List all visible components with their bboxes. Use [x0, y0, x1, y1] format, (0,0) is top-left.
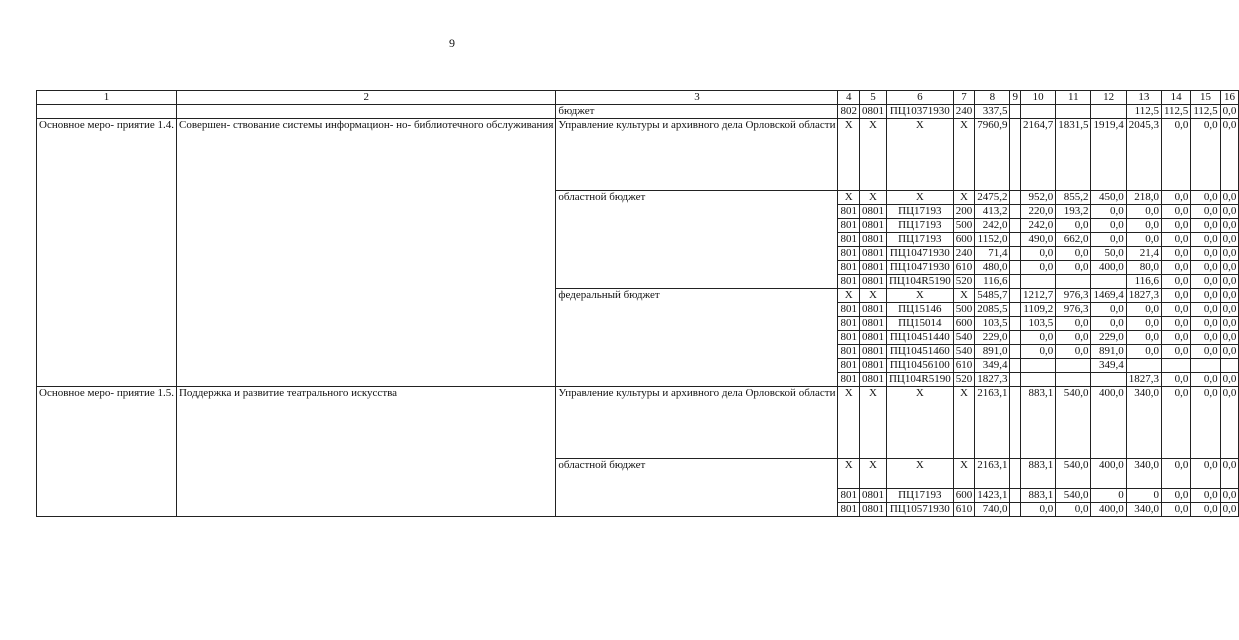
- cell-col-15: 0,0: [1191, 119, 1220, 191]
- cell-col-12: 0: [1091, 489, 1126, 503]
- cell-col-6: ПЦ10571930: [886, 503, 953, 517]
- cell-col-6: Х: [886, 459, 953, 489]
- cell-col-12: 400,0: [1091, 387, 1126, 459]
- cell-col-7: 200: [953, 205, 975, 219]
- cell-col-15: 0,0: [1191, 317, 1220, 331]
- cell-col-5: 0801: [859, 219, 886, 233]
- cell-col-16: 0,0: [1220, 303, 1239, 317]
- cell-col-9: [1010, 345, 1021, 359]
- cell-col-11: 976,3: [1056, 289, 1091, 303]
- cell-col-14: 0,0: [1161, 261, 1190, 275]
- cell-col-10: 1212,7: [1020, 289, 1055, 303]
- cell-col-5: 0801: [859, 247, 886, 261]
- cell-col-8: 1423,1: [975, 489, 1010, 503]
- cell-col-13: 112,5: [1126, 105, 1161, 119]
- cell-col-4: 801: [838, 275, 860, 289]
- cell-col-10: 220,0: [1020, 205, 1055, 219]
- cell-col-13: 0,0: [1126, 331, 1161, 345]
- cell-col-11: 0,0: [1056, 503, 1091, 517]
- page-number: 9: [449, 36, 455, 50]
- cell-col-7: 600: [953, 489, 975, 503]
- cell-col-9: [1010, 205, 1021, 219]
- cell-col-14: 0,0: [1161, 373, 1190, 387]
- cell-col-6: ПЦ17193: [886, 205, 953, 219]
- column-header: 4: [838, 91, 860, 105]
- cell-col-4: 801: [838, 373, 860, 387]
- cell-col-9: [1010, 219, 1021, 233]
- cell-col-7: 610: [953, 359, 975, 373]
- cell-col-8: 5485,7: [975, 289, 1010, 303]
- cell-col-6: ПЦ104R5190: [886, 373, 953, 387]
- cell-col-13: [1126, 359, 1161, 373]
- cell-col-5: Х: [859, 459, 886, 489]
- cell-col-15: [1191, 359, 1220, 373]
- cell-col-12: 400,0: [1091, 459, 1126, 489]
- cell-col-5: Х: [859, 191, 886, 205]
- cell-col-12: 1469,4: [1091, 289, 1126, 303]
- cell-col-15: 0,0: [1191, 503, 1220, 517]
- cell-col-13: 340,0: [1126, 503, 1161, 517]
- column-header: 2: [176, 91, 555, 105]
- column-header: 6: [886, 91, 953, 105]
- cell-col-9: [1010, 373, 1021, 387]
- cell-col-10: 0,0: [1020, 345, 1055, 359]
- cell-col-6: ПЦ15014: [886, 317, 953, 331]
- cell-col-5: 0801: [859, 503, 886, 517]
- cell-col-9: [1010, 247, 1021, 261]
- cell-col-13: 1827,3: [1126, 289, 1161, 303]
- cell-col-5: 0801: [859, 345, 886, 359]
- cell-col-15: 0,0: [1191, 289, 1220, 303]
- cell-col-6: ПЦ15146: [886, 303, 953, 317]
- cell-col-11: [1056, 275, 1091, 289]
- cell-col-16: 0,0: [1220, 489, 1239, 503]
- cell-col-8: 2163,1: [975, 459, 1010, 489]
- cell-col-14: 0,0: [1161, 459, 1190, 489]
- cell-col-5: 0801: [859, 331, 886, 345]
- cell-col-9: [1010, 261, 1021, 275]
- cell-col-14: 112,5: [1161, 105, 1190, 119]
- cell-col-10: 883,1: [1020, 387, 1055, 459]
- cell-col-10: 0,0: [1020, 331, 1055, 345]
- cell-col-9: [1010, 359, 1021, 373]
- cell-col-6: ПЦ17193: [886, 233, 953, 247]
- cell-col-7: 540: [953, 345, 975, 359]
- cell-col-9: [1010, 387, 1021, 459]
- cell-col-10: 1109,2: [1020, 303, 1055, 317]
- cell-col-11: 193,2: [1056, 205, 1091, 219]
- cell-empty: [37, 105, 177, 119]
- cell-col-13: 80,0: [1126, 261, 1161, 275]
- cell-col-9: [1010, 331, 1021, 345]
- cell-col-11: [1056, 359, 1091, 373]
- cell-col-11: 540,0: [1056, 387, 1091, 459]
- cell-col-16: 0,0: [1220, 205, 1239, 219]
- cell-col-9: [1010, 119, 1021, 191]
- cell-col-7: Х: [953, 289, 975, 303]
- cell-col-15: 0,0: [1191, 205, 1220, 219]
- cell-col-14: 0,0: [1161, 489, 1190, 503]
- cell-col-11: 0,0: [1056, 331, 1091, 345]
- cell-col-4: Х: [838, 387, 860, 459]
- funding-source: областной бюджет: [556, 459, 838, 517]
- column-header: 14: [1161, 91, 1190, 105]
- cell-col-12: 349,4: [1091, 359, 1126, 373]
- cell-col-16: 0,0: [1220, 289, 1239, 303]
- cell-col-6: ПЦ10471930: [886, 261, 953, 275]
- cell-col-4: Х: [838, 289, 860, 303]
- cell-col-7: 540: [953, 331, 975, 345]
- cell-col-7: Х: [953, 387, 975, 459]
- cell-col-4: 801: [838, 219, 860, 233]
- cell-col-15: 0,0: [1191, 489, 1220, 503]
- cell-col-13: 0,0: [1126, 303, 1161, 317]
- cell-col-5: 0801: [859, 105, 886, 119]
- cell-col-13: 218,0: [1126, 191, 1161, 205]
- cell-col-7: 610: [953, 503, 975, 517]
- cell-col-4: 801: [838, 205, 860, 219]
- cell-col-4: 801: [838, 303, 860, 317]
- cell-col-5: 0801: [859, 205, 886, 219]
- cell-col-11: 855,2: [1056, 191, 1091, 205]
- cell-col-8: 1827,3: [975, 373, 1010, 387]
- cell-col-12: [1091, 275, 1126, 289]
- cell-col-4: 801: [838, 345, 860, 359]
- cell-col-14: 0,0: [1161, 275, 1190, 289]
- cell-col-12: 0,0: [1091, 205, 1126, 219]
- cell-col-13: 0,0: [1126, 219, 1161, 233]
- cell-col-4: 801: [838, 489, 860, 503]
- cell-col-7: 600: [953, 317, 975, 331]
- cell-col-4: 802: [838, 105, 860, 119]
- cell-col-7: Х: [953, 119, 975, 191]
- cell-col-10: 0,0: [1020, 503, 1055, 517]
- cell-col-16: 0,0: [1220, 119, 1239, 191]
- cell-col-15: 0,0: [1191, 275, 1220, 289]
- cell-col-7: 600: [953, 233, 975, 247]
- cell-col-16: 0,0: [1220, 331, 1239, 345]
- cell-col-10: 0,0: [1020, 247, 1055, 261]
- cell-col-10: 2164,7: [1020, 119, 1055, 191]
- cell-col-16: [1220, 359, 1239, 373]
- cell-col-14: 0,0: [1161, 247, 1190, 261]
- cell-col-11: 662,0: [1056, 233, 1091, 247]
- cell-col-7: 610: [953, 261, 975, 275]
- cell-col-15: 0,0: [1191, 233, 1220, 247]
- cell-col-12: 891,0: [1091, 345, 1126, 359]
- cell-col-5: 0801: [859, 373, 886, 387]
- cell-col-6: Х: [886, 387, 953, 459]
- column-header: 7: [953, 91, 975, 105]
- cell-col-7: 520: [953, 373, 975, 387]
- cell-col-13: 0: [1126, 489, 1161, 503]
- cell-col-14: 0,0: [1161, 119, 1190, 191]
- cell-col-16: 0,0: [1220, 191, 1239, 205]
- funding-source: областной бюджет: [556, 191, 838, 289]
- cell-col-11: [1056, 105, 1091, 119]
- cell-col-5: Х: [859, 387, 886, 459]
- executor: Управление культуры и архивного дела Орловской области: [556, 119, 838, 191]
- cell-col-15: 0,0: [1191, 387, 1220, 459]
- cell-col-11: [1056, 373, 1091, 387]
- cell-col-4: 801: [838, 261, 860, 275]
- cell-empty: [176, 105, 555, 119]
- cell-col-14: 0,0: [1161, 387, 1190, 459]
- cell-col-15: 0,0: [1191, 331, 1220, 345]
- cell-col-9: [1010, 303, 1021, 317]
- cell-col-6: ПЦ17193: [886, 489, 953, 503]
- table-row: [37, 91, 1239, 105]
- column-header: 9: [1010, 91, 1021, 105]
- column-header: 5: [859, 91, 886, 105]
- cell-col-15: 0,0: [1191, 219, 1220, 233]
- budget-table: [36, 90, 1239, 517]
- cell-col-12: 400,0: [1091, 503, 1126, 517]
- cell-col-8: 2085,5: [975, 303, 1010, 317]
- cell-col-14: 0,0: [1161, 503, 1190, 517]
- cell-col-12: 0,0: [1091, 317, 1126, 331]
- cell-col-14: 0,0: [1161, 317, 1190, 331]
- measure-number: Основное меро- приятие 1.4.: [37, 119, 177, 387]
- cell-col-10: 103,5: [1020, 317, 1055, 331]
- column-header: 3: [556, 91, 838, 105]
- cell-col-12: 229,0: [1091, 331, 1126, 345]
- cell-col-13: 340,0: [1126, 459, 1161, 489]
- cell-col-4: 801: [838, 233, 860, 247]
- cell-col-7: Х: [953, 191, 975, 205]
- cell-col-16: 0,0: [1220, 233, 1239, 247]
- cell-col-6: ПЦ10456100: [886, 359, 953, 373]
- table-row: [37, 119, 1239, 191]
- cell-col-16: 0,0: [1220, 373, 1239, 387]
- cell-col-8: 349,4: [975, 359, 1010, 373]
- executor: Управление культуры и архивного дела Орловской области: [556, 387, 838, 459]
- cell-col-7: 500: [953, 219, 975, 233]
- cell-col-14: 0,0: [1161, 205, 1190, 219]
- cell-col-10: 490,0: [1020, 233, 1055, 247]
- table-row: [37, 105, 1239, 119]
- cell-col-6: Х: [886, 191, 953, 205]
- cell-col-7: 240: [953, 247, 975, 261]
- cell-col-4: 801: [838, 317, 860, 331]
- cell-col-5: 0801: [859, 275, 886, 289]
- cell-col-15: 0,0: [1191, 459, 1220, 489]
- cell-col-8: 740,0: [975, 503, 1010, 517]
- cell-col-5: 0801: [859, 489, 886, 503]
- cell-col-13: 0,0: [1126, 233, 1161, 247]
- cell-col-13: 340,0: [1126, 387, 1161, 459]
- column-header: 16: [1220, 91, 1239, 105]
- cell-col-7: 500: [953, 303, 975, 317]
- cell-col-15: 0,0: [1191, 345, 1220, 359]
- column-header: 12: [1091, 91, 1126, 105]
- cell-col-6: ПЦ10371930: [886, 105, 953, 119]
- cell-col-16: 0,0: [1220, 105, 1239, 119]
- cell-col-4: Х: [838, 459, 860, 489]
- cell-col-8: 229,0: [975, 331, 1010, 345]
- cell-col-12: 0,0: [1091, 303, 1126, 317]
- cell-col-10: [1020, 275, 1055, 289]
- column-header: 13: [1126, 91, 1161, 105]
- cell-col-8: 242,0: [975, 219, 1010, 233]
- cell-col-4: Х: [838, 191, 860, 205]
- cell-col-8: 891,0: [975, 345, 1010, 359]
- cell-col-9: [1010, 233, 1021, 247]
- cell-col-13: 0,0: [1126, 345, 1161, 359]
- cell-col-13: 1827,3: [1126, 373, 1161, 387]
- cell-col-14: 0,0: [1161, 331, 1190, 345]
- cell-col-9: [1010, 105, 1021, 119]
- column-header: 15: [1191, 91, 1220, 105]
- cell-col-14: 0,0: [1161, 345, 1190, 359]
- cell-col-8: 413,2: [975, 205, 1010, 219]
- cell-col-8: 2163,1: [975, 387, 1010, 459]
- cell-col-15: 0,0: [1191, 373, 1220, 387]
- cell-col-8: 7960,9: [975, 119, 1010, 191]
- cell-col-13: 21,4: [1126, 247, 1161, 261]
- cell-col-9: [1010, 459, 1021, 489]
- column-header: 1: [37, 91, 177, 105]
- cell-col-16: 0,0: [1220, 345, 1239, 359]
- cell-col-16: 0,0: [1220, 219, 1239, 233]
- cell-col-10: [1020, 373, 1055, 387]
- cell-col-11: 976,3: [1056, 303, 1091, 317]
- cell-col-12: 0,0: [1091, 233, 1126, 247]
- cell-col-5: 0801: [859, 233, 886, 247]
- cell-col-16: 0,0: [1220, 317, 1239, 331]
- cell-col-6: ПЦ104R5190: [886, 275, 953, 289]
- table-row: [37, 387, 1239, 459]
- cell-col-14: [1161, 359, 1190, 373]
- cell-col-5: 0801: [859, 317, 886, 331]
- cell-col-13: 2045,3: [1126, 119, 1161, 191]
- cell-col-6: ПЦ10471930: [886, 247, 953, 261]
- column-header: 11: [1056, 91, 1091, 105]
- cell-col-10: [1020, 359, 1055, 373]
- cell-col-15: 112,5: [1191, 105, 1220, 119]
- cell-col-9: [1010, 503, 1021, 517]
- cell-col-16: 0,0: [1220, 387, 1239, 459]
- measure-number: Основное меро- приятие 1.5.: [37, 387, 177, 517]
- cell-col-6: Х: [886, 119, 953, 191]
- cell-col-8: 116,6: [975, 275, 1010, 289]
- cell-col-16: 0,0: [1220, 275, 1239, 289]
- cell-col-6: Х: [886, 289, 953, 303]
- cell-col-11: 0,0: [1056, 317, 1091, 331]
- measure-title: Совершен- ствование системы информацион- но- библиотечного обслуживания: [176, 119, 555, 387]
- cell-col-15: 0,0: [1191, 247, 1220, 261]
- cell-col-12: 450,0: [1091, 191, 1126, 205]
- cell-col-10: 883,1: [1020, 489, 1055, 503]
- cell-col-10: 242,0: [1020, 219, 1055, 233]
- cell-col-12: [1091, 373, 1126, 387]
- cell-col-13: 116,6: [1126, 275, 1161, 289]
- cell-col-7: Х: [953, 459, 975, 489]
- cell-col-16: 0,0: [1220, 503, 1239, 517]
- cell-col-4: Х: [838, 119, 860, 191]
- column-header: 8: [975, 91, 1010, 105]
- cell-col-10: 883,1: [1020, 459, 1055, 489]
- cell-col-12: 1919,4: [1091, 119, 1126, 191]
- cell-col-6: ПЦ10451440: [886, 331, 953, 345]
- cell-col-12: 50,0: [1091, 247, 1126, 261]
- cell-col-14: 0,0: [1161, 191, 1190, 205]
- cell-col-5: Х: [859, 119, 886, 191]
- cell-col-14: 0,0: [1161, 289, 1190, 303]
- cell-col-11: 1831,5: [1056, 119, 1091, 191]
- cell-col-13: 0,0: [1126, 317, 1161, 331]
- cell-col-12: 0,0: [1091, 219, 1126, 233]
- cell-col-6: ПЦ17193: [886, 219, 953, 233]
- cell-col-9: [1010, 191, 1021, 205]
- cell-col-13: 0,0: [1126, 205, 1161, 219]
- funding-source: бюджет: [556, 105, 838, 119]
- cell-col-7: 240: [953, 105, 975, 119]
- cell-col-8: 2475,2: [975, 191, 1010, 205]
- cell-col-14: 0,0: [1161, 233, 1190, 247]
- cell-col-10: [1020, 105, 1055, 119]
- cell-col-5: Х: [859, 289, 886, 303]
- cell-col-14: 0,0: [1161, 219, 1190, 233]
- cell-col-12: 400,0: [1091, 261, 1126, 275]
- cell-col-4: 801: [838, 331, 860, 345]
- cell-col-12: [1091, 105, 1126, 119]
- cell-col-9: [1010, 317, 1021, 331]
- cell-col-9: [1010, 275, 1021, 289]
- cell-col-6: ПЦ10451460: [886, 345, 953, 359]
- column-header: 10: [1020, 91, 1055, 105]
- cell-col-10: 952,0: [1020, 191, 1055, 205]
- cell-col-11: 540,0: [1056, 459, 1091, 489]
- cell-col-5: 0801: [859, 261, 886, 275]
- cell-col-4: 801: [838, 503, 860, 517]
- cell-col-5: 0801: [859, 359, 886, 373]
- cell-col-11: 0,0: [1056, 261, 1091, 275]
- cell-col-8: 337,5: [975, 105, 1010, 119]
- cell-col-11: 0,0: [1056, 219, 1091, 233]
- funding-source: федеральный бюджет: [556, 289, 838, 387]
- cell-col-15: 0,0: [1191, 261, 1220, 275]
- cell-col-16: 0,0: [1220, 459, 1239, 489]
- cell-col-11: 0,0: [1056, 247, 1091, 261]
- cell-col-8: 71,4: [975, 247, 1010, 261]
- cell-col-5: 0801: [859, 303, 886, 317]
- cell-col-9: [1010, 289, 1021, 303]
- cell-col-11: 0,0: [1056, 345, 1091, 359]
- cell-col-9: [1010, 489, 1021, 503]
- cell-col-11: 540,0: [1056, 489, 1091, 503]
- cell-col-10: 0,0: [1020, 261, 1055, 275]
- cell-col-4: 801: [838, 359, 860, 373]
- cell-col-15: 0,0: [1191, 303, 1220, 317]
- cell-col-14: 0,0: [1161, 303, 1190, 317]
- cell-col-8: 103,5: [975, 317, 1010, 331]
- cell-col-16: 0,0: [1220, 261, 1239, 275]
- cell-col-8: 1152,0: [975, 233, 1010, 247]
- cell-col-16: 0,0: [1220, 247, 1239, 261]
- cell-col-4: 801: [838, 247, 860, 261]
- cell-col-15: 0,0: [1191, 191, 1220, 205]
- measure-title: Поддержка и развитие театрального искусства: [176, 387, 555, 517]
- cell-col-7: 520: [953, 275, 975, 289]
- cell-col-8: 480,0: [975, 261, 1010, 275]
